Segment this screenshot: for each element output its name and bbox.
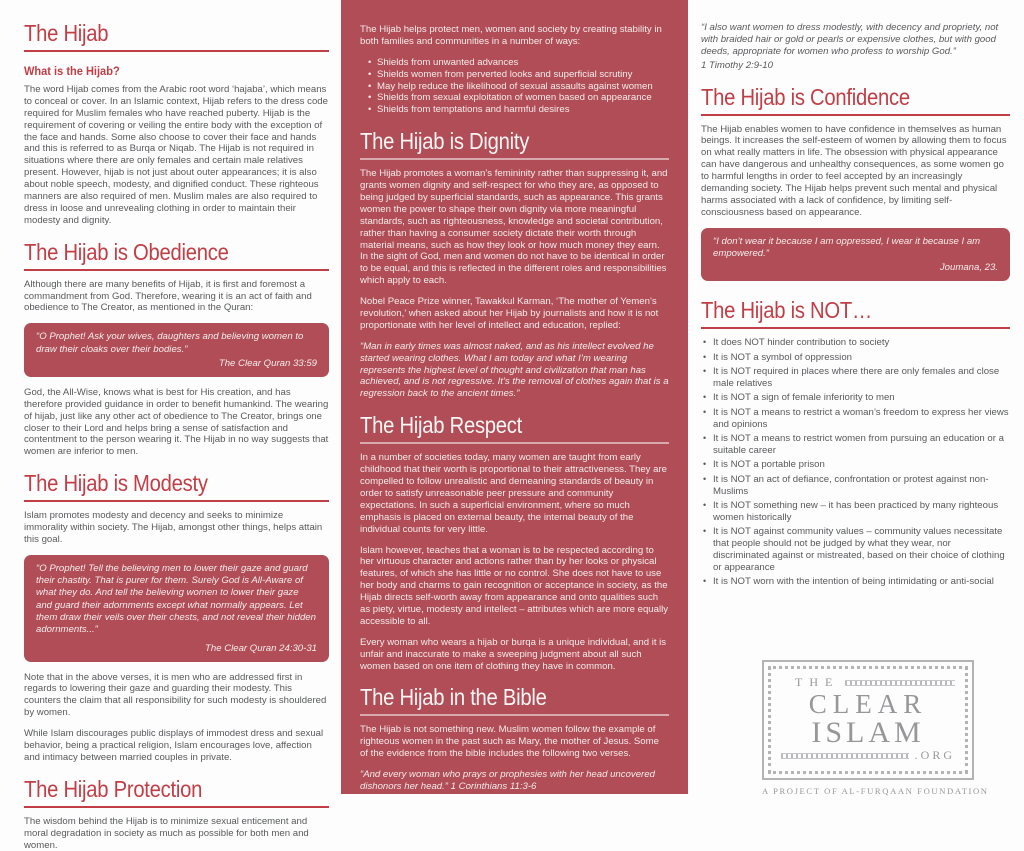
not-list-item: • It is NOT something new – it has been practiced by many righteous women historically: [703, 500, 1010, 524]
paragraph-respect-2: Islam however, teaches that a woman is to be respected according to her virtuous character and actions rather than by her looks or physical features, of which she has little or no control. She does not have to use her body and charms to gain recognition or acceptance in society, as the Hijab directs self-worth away from appearance and onto qualities such as piety, virtue, modesty and intellect – attributes which are more equally accessible to all.: [360, 544, 669, 627]
testimonial-quote-box: [701, 228, 1010, 282]
bullet-item: • Shields from unwanted advances: [368, 57, 669, 69]
paragraph-modesty-2: Note that in the above verses, it is men who are addressed first in regards to lowering their gaze and guarding their modesty. This counters the claim that all responsibility for such modesty is shouldered by women.: [24, 671, 327, 719]
logo-clear: CLEAR: [808, 689, 928, 720]
heading-dignity: The Hijab is Dignity: [360, 130, 669, 160]
paragraph-respect-1: In a number of societies today, many women are taught from early childhood that their worth is proportional to their attractiveness. They are compelled to follow unrealistic and demeaning standards of beauty in order to satisfy unreasonable peer pressure and community expectations. In such a superficial environment, where so much emphasis is placed on external beauty, the internal beauty of the individual counts for very little.: [360, 452, 667, 535]
not-list-item: • It is NOT a means to restrict women from pursuing an education or a suitable career: [703, 433, 1010, 457]
not-list-item: • It is NOT against community values – community values necessitate that people should not be judged by what they wear, nor discriminated against or mistreated, based on their choice of clothing or appearance: [703, 526, 1010, 574]
not-list-item: • It is NOT a portable prison: [703, 459, 1010, 471]
karman-quote: “Man in early times was almost naked, and as his intellect evolved he started wearing clothes. What I am today and what I’m wearing represents the highest level of thought and civilization that man has achieved, and is not regressive. It’s the removal of clothes again that is a regression back to the ancient times.”: [360, 340, 669, 400]
logo-the: THE: [795, 675, 840, 690]
clear-islam-logo: [762, 660, 989, 797]
heading-protection: The Hijab Protection: [24, 778, 329, 808]
quote-attribution: Joumana, 23.: [939, 262, 998, 274]
logo-islam: ISLAM: [811, 716, 925, 750]
paragraph-what-is-hijab: The word Hijab comes from the Arabic root word ‘hajaba’, which means to conceal or cover. In an Islamic context, Hijab refers to the dress code required for Muslim females who have reached puberty. Hijab is the requirement of covering or veiling the entire body with the exception of the face and hands. Some also choose to cover their face and hands and this is referred to as Burqa or Niqab. The Hijab is not required in situations where there are only females and certain male relatives present. However, hijab is not just about outer appearances; it is also about noble speech, modesty, and dignified conduct. These righteous manners are also required of men. Muslim males are also required to dress in loose and unrevealing clothing in order to maintain their modesty and dignity.: [24, 84, 328, 226]
heading-obedience: The Hijab is Obedience: [24, 241, 329, 271]
paragraph-confidence: The Hijab enables women to have confidence in themselves as human beings. It increases the self-esteem of women by allowing them to focus on what really matters in life. The obsession with physical appearance can have dangerous and unhealthy consequences, as some women go to harmful lengths in order to feel accepted by an increasingly demanding society. The Hijab helps prevent such mental and physical harms associated with a lack of confidence, by limiting self-consciousness based on appearance.: [701, 123, 1007, 218]
paragraph-karman: Nobel Peace Prize winner, Tawakkul Karman, ‘The mother of Yemen’s revolution,’ when asked about her Hijab by journalists and how it is not proportionate with her level of intellect and education, replied:: [360, 296, 659, 331]
heading-the-hijab: The Hijab: [24, 22, 329, 52]
timothy-quote-reference: 1 Timothy 2:9-10: [701, 59, 773, 71]
corinthians-quote: “And every woman who prays or prophesies with her head uncovered dishonors her head.” 1 Corinthians 11:3-6: [360, 769, 655, 792]
heading-bible: The Hijab in the Bible: [360, 686, 669, 716]
bullet-item: • Shields from temptations and harmful desires: [368, 104, 669, 116]
not-list-item: • It does NOT hinder contribution to society: [703, 337, 1010, 349]
not-list-item: • It is NOT required in places where there are only females and close male relatives: [703, 366, 1010, 390]
paragraph-dignity: The Hijab promotes a woman’s femininity rather than suppressing it, and grants women dignity and self-respect for who they are, as opposed to being judged by superficial standards, such as appearance. This grants women the power to shape their own dignity via more meaningful standards, such as righteousness, knowledge and societal contribution, rather than having a consumer society dictate their worth through material means, such as how they look or how much money they earn. In the sight of God, men and women do not have to be identical in order to be equal, and this is reflected in the different roles and responsibilities which apply to each.: [360, 168, 668, 287]
left-column: [0, 0, 341, 851]
not-list-item: • It is NOT an act of defiance, confrontation or protest against non-Muslims: [703, 474, 1010, 498]
heading-confidence: The Hijab is Confidence: [701, 86, 1010, 116]
quote-attribution: The Clear Quran 24:30-31: [205, 642, 317, 654]
paragraph-modesty: Islam promotes modesty and decency and seeks to minimize immorality within society. The Hijab, amongst other things, helps attain this goal.: [24, 510, 323, 546]
quote-text: “I don’t wear it because I am oppressed, I wear it because I am empowered.”: [713, 235, 981, 259]
not-list-item: • It is NOT a symbol of oppression: [703, 352, 1010, 364]
right-column: [688, 0, 1024, 797]
paragraph-protection: The wisdom behind the Hijab is to minimize sexual enticement and moral degradation in society as much as possible for both men and women.: [24, 815, 309, 851]
logo-ornament: [845, 680, 955, 686]
middle-panel: [341, 0, 688, 794]
not-list-item: • It is NOT worn with the intention of being intimidating or anti-social: [703, 576, 1010, 588]
protection-benefits-list: [368, 57, 669, 116]
logo-ornament: [781, 753, 909, 759]
quote-text: “O Prophet! Tell the believing men to lower their gaze and guard their chastity. That is purer for them. Surely God is All-Aware of what they do. And tell the believing women to lower their gaze and guard their adornments except what normally appears. Let them draw their veils over their chests, and not reveal their hidden adornments...”: [36, 562, 316, 636]
heading-not: The Hijab is NOT…: [701, 299, 1010, 329]
logo-org: .ORG: [914, 748, 955, 763]
logo-ornate-border: [762, 660, 974, 780]
quote-text: “O Prophet! Ask your wives, daughters and believing women to draw their cloaks over their bodies.”: [36, 331, 304, 355]
logo-tagline: A PROJECT OF AL-FURQAAN FOUNDATION: [762, 786, 989, 797]
hijab-is-not-list: [703, 337, 1010, 588]
not-list-item: • It is NOT a means to restrict a woman’s freedom to express her views and opinions: [703, 407, 1010, 431]
heading-respect: The Hijab Respect: [360, 414, 669, 444]
timothy-quote: “I also want women to dress modestly, with decency and propriety, not with braided hair or gold or pearls or expensive clothes, but with good deeds, appropriate for women who profess to worship God.”: [701, 22, 999, 57]
paragraph-obedience: Although there are many benefits of Hijab, it is first and foremost a commandment from God. Therefore, wearing it is an act of faith and obedience to The Creator, as mentioned in the Quran:: [24, 278, 312, 314]
bullet-item: • Shields women from perverted looks and superficial scrutiny: [368, 69, 669, 81]
paragraph-respect-3: Every woman who wears a hijab or burqa is a unique individual, and it is unfair and inaccurate to make a sweeping judgment about all such women based on one item of clothing they have in common.: [360, 636, 667, 672]
paragraph-modesty-3: While Islam discourages public displays of immodest dress and sexual behavior, being a practical religion, Islam encourages love, affection and intimacy between married couples in private.: [24, 728, 324, 763]
quote-attribution: The Clear Quran 33:59: [218, 357, 317, 369]
heading-modesty: The Hijab is Modesty: [24, 472, 329, 502]
quran-quote-box-2: [24, 555, 329, 662]
paragraph-bible: The Hijab is not something new. Muslim women follow the example of righteous women in the past such as Mary, the mother of Jesus. Some of the evidence from the bible includes the following two verses.: [360, 724, 659, 760]
subheading-what-is-the-hijab: What is the Hijab?: [24, 64, 120, 78]
bullet-item: • May help reduce the likelihood of sexual assaults against women: [368, 81, 669, 93]
not-list-item: • It is NOT a sign of female inferiority to men: [703, 392, 1010, 404]
paragraph-obedience-2: God, the All-Wise, knows what is best for His creation, and has therefore provided guidance in order to benefit humankind. The wearing of hijab, just like any other act of obedience to The Creator, brings one closer to their Lord and helps bring a sense of satisfaction and contentment to the person wearing it. The Hijab in no way suggests that women are inferior to men.: [24, 386, 329, 458]
quran-quote-box-1: [24, 323, 329, 377]
paragraph-protection-intro: The Hijab helps protect men, women and society by creating stability in both families and communities in a number of ways:: [360, 24, 662, 47]
bullet-item: • Shields from sexual exploitation of women based on appearance: [368, 92, 669, 104]
